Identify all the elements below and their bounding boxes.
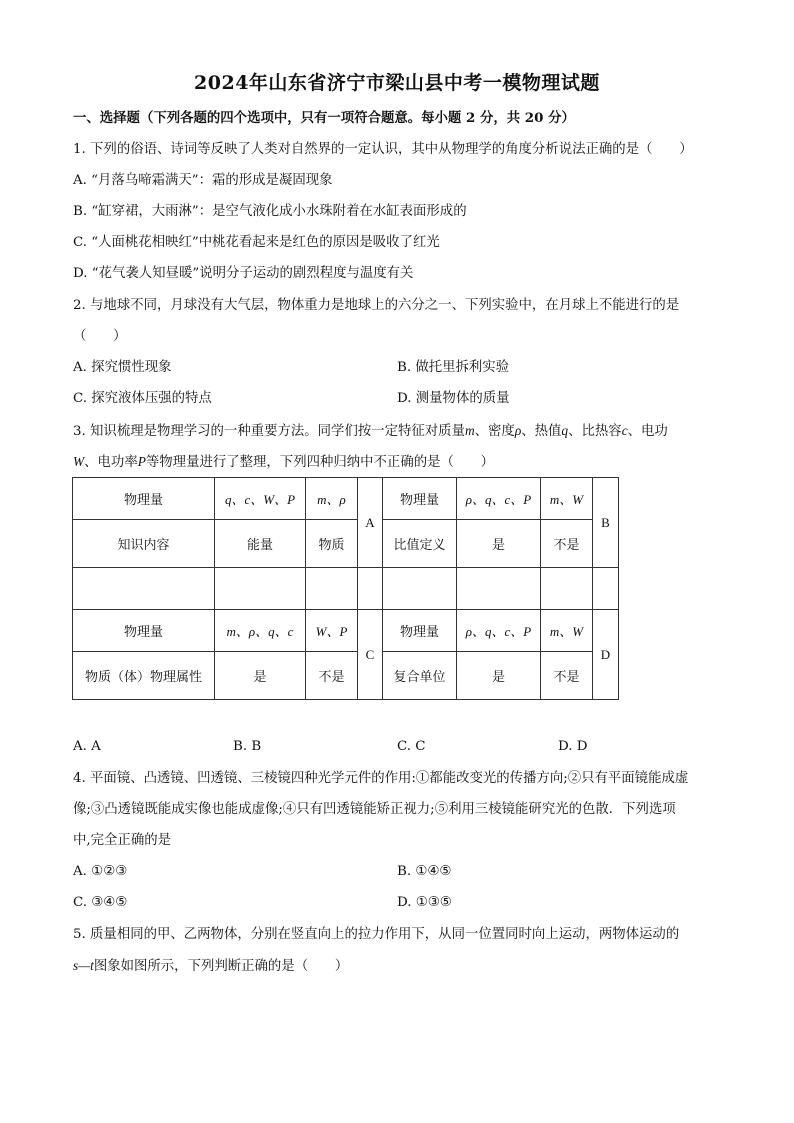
table-tag-c: C <box>358 610 383 700</box>
table-spacer-cell <box>541 568 593 610</box>
table-d-row-label: 复合单位 <box>383 652 457 700</box>
table-b-row-col1: 是 <box>457 520 541 568</box>
q4-option-a: A. ①②③ <box>73 864 128 879</box>
q2-option-a: A. 探究惯性现象 <box>73 360 172 375</box>
table-spacer-cell <box>457 568 541 610</box>
q2-option-b: B. 做托里拆利实验 <box>397 360 510 375</box>
table-c-row-label: 物质（体）物理属性 <box>73 652 215 700</box>
section-heading: 一、选择题（下列各题的四个选项中，只有一项符合题意。每小题 2 分，共 20 分） <box>73 110 575 126</box>
q1-stem: 1. 下列的俗语、诗词等反映了人类对自然界的一定认识，其中从物理学的角度分析说法正确的是（ ） <box>73 142 693 157</box>
q2-stem-line1: 2. 与地球不同，月球没有大气层，物体重力是地球上的六分之一、下列实验中，在月球上不能进行的是 <box>73 298 680 313</box>
q5-stem-line2: s—t图象如图所示，下列判断正确的是（ ） <box>73 958 349 974</box>
table-d-header-col2: m、W <box>541 610 593 652</box>
q3-stem-line1: 3. 知识梳理是物理学习的一种重要方法。同学们按一定特征对质量m、密度ρ、热值q、比热容c、电功 <box>73 423 668 439</box>
table-spacer-cell <box>383 568 457 610</box>
q3-classification-table <box>72 477 619 700</box>
table-c-row-col2: 不是 <box>306 652 358 700</box>
q1-option-d: D. “花气袭人知昼暖”说明分子运动的剧烈程度与温度有关 <box>73 266 414 281</box>
q4-stem-line3: 中,完全正确的是 <box>73 833 171 848</box>
table-b-header-col1: ρ、q、c、P <box>457 478 541 520</box>
q3-option-d: D. D <box>558 739 588 754</box>
q4-stem-line1: 4. 平面镜、凸透镜、凹透镜、三棱镜四种光学元件的作用:①都能改变光的传播方向;②只有平面镜能成虚 <box>73 771 689 786</box>
table-c-header-col2: W、P <box>306 610 358 652</box>
q3-option-c: C. C <box>397 739 426 754</box>
table-d-header-label: 物理量 <box>383 610 457 652</box>
q1-option-b: B. “缸穿裙，大雨淋”：是空气液化成小水珠附着在水缸表面形成的 <box>73 204 467 219</box>
q3-option-b: B. B <box>233 739 262 754</box>
q4-option-b: B. ①④⑤ <box>397 864 452 879</box>
table-a-header-col2: m、ρ <box>306 478 358 520</box>
table-a-row-col2: 物质 <box>306 520 358 568</box>
table-a-header-col1: q、c、W、P <box>215 478 306 520</box>
q2-option-c: C. 探究液体压强的特点 <box>73 391 212 406</box>
table-spacer-cell <box>73 568 215 610</box>
q1-option-c: C. “人面桃花相映红”中桃花看起来是红色的原因是吸收了红光 <box>73 235 440 250</box>
table-b-row-label: 比值定义 <box>383 520 457 568</box>
table-c-header-label: 物理量 <box>73 610 215 652</box>
table-d-row-col2: 不是 <box>541 652 593 700</box>
table-b-header-label: 物理量 <box>383 478 457 520</box>
page-title: 2024年山东省济宁市梁山县中考一模物理试题 <box>194 72 600 94</box>
table-b-row-col2: 不是 <box>541 520 593 568</box>
table-a-row-col1: 能量 <box>215 520 306 568</box>
table-d-row-col1: 是 <box>457 652 541 700</box>
q1-option-a: A. “月落乌啼霜满天”：霜的形成是凝固现象 <box>73 173 333 188</box>
table-spacer-cell <box>358 568 383 610</box>
q5-stem-line1: 5. 质量相同的甲、乙两物体，分别在竖直向上的拉力作用下，从同一位置同时向上运动，两物体运动的 <box>73 927 680 942</box>
q4-stem-line2: 像;③凸透镜既能成实像也能成虚像;④只有凹透镜能矫正视力;⑤利用三棱镜能研究光的色散．下列选项 <box>73 802 676 817</box>
table-a-header-label: 物理量 <box>73 478 215 520</box>
table-tag-d: D <box>593 610 619 700</box>
table-spacer-cell <box>306 568 358 610</box>
table-tag-b: B <box>593 478 619 568</box>
table-spacer-cell <box>215 568 306 610</box>
q2-option-d: D. 测量物体的质量 <box>397 391 510 406</box>
q4-option-d: D. ①③⑤ <box>397 895 452 910</box>
q4-option-c: C. ③④⑤ <box>73 895 128 910</box>
table-tag-a: A <box>358 478 383 568</box>
table-spacer-cell <box>593 568 619 610</box>
table-d-header-col1: ρ、q、c、P <box>457 610 541 652</box>
table-c-header-col1: m、ρ、q、c <box>215 610 306 652</box>
table-c-row-col1: 是 <box>215 652 306 700</box>
q3-option-a: A. A <box>73 739 101 754</box>
q2-stem-line2: （ ） <box>73 329 127 344</box>
table-a-row-label: 知识内容 <box>73 520 215 568</box>
q3-stem-line2: W、电功率P等物理量进行了整理，下列四种归纳中不正确的是（ ） <box>73 454 495 470</box>
table-b-header-col2: m、W <box>541 478 593 520</box>
